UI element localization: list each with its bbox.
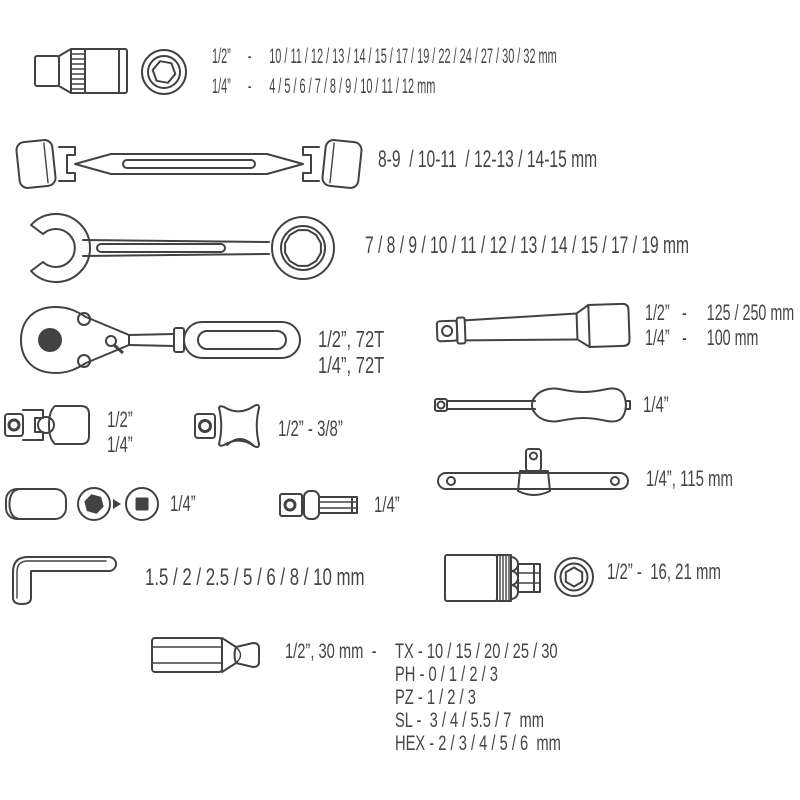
universal-joint-quarter-label: 1/4” bbox=[107, 432, 133, 457]
sliding-tbar-size-label: 1/4”, 115 mm bbox=[646, 466, 734, 491]
square-drive-icon bbox=[124, 486, 160, 522]
combination-wrench-icon bbox=[15, 211, 360, 285]
socket-sleeve-icon bbox=[4, 487, 68, 521]
hex-drive-icon bbox=[76, 486, 112, 522]
flex-wrench-sizes-label: 8-9 / 10-11 / 12-13 / 14-15 mm bbox=[378, 146, 598, 173]
ratchet-spec-half-label: 1/2”, 72T bbox=[318, 326, 385, 352]
ratchet-spec-quarter-label: 1/4”, 72T bbox=[318, 352, 385, 378]
extension-sizes-half-label: 1/2” - 125 / 250 mm bbox=[645, 300, 795, 325]
bits-ph-label: PH - 0 / 1 / 2 / 3 bbox=[395, 663, 498, 686]
bits-pz-label: PZ - 1 / 2 / 3 bbox=[395, 686, 476, 709]
spinner-handle-size-label: 1/4” bbox=[643, 392, 669, 417]
sleeve-size-label: 1/4” bbox=[170, 491, 196, 516]
bits-sl-label: SL - 3 / 4 / 5.5 / 7 mm bbox=[395, 709, 544, 732]
extension-bar-icon bbox=[434, 296, 632, 359]
bit-adapter-size-label: 1/4” bbox=[374, 492, 400, 517]
hex-keys-sizes-label: 1.5 / 2 / 2.5 / 5 / 6 / 8 / 10 mm bbox=[145, 564, 365, 591]
hex-key-icon bbox=[8, 552, 120, 606]
arrow-right-icon bbox=[113, 499, 121, 509]
spark-plug-socket-icon bbox=[443, 551, 543, 605]
bits-size-label: 1/2”, 30 mm - bbox=[285, 640, 377, 663]
extension-sizes-quarter-label: 1/4” - 100 mm bbox=[645, 325, 759, 350]
reducer-adapter-icon bbox=[193, 401, 265, 451]
sliding-tbar-icon bbox=[436, 445, 630, 497]
bits-hex-label: HEX - 2 / 3 / 4 / 5 / 6 mm bbox=[395, 732, 561, 755]
flex-socket-wrench-icon bbox=[15, 133, 363, 195]
combination-wrench-sizes-label: 7 / 8 / 9 / 10 / 11 / 12 / 13 / 14 / 15 / 17 / 19 mm bbox=[365, 232, 690, 259]
bit-adapter-icon bbox=[278, 489, 362, 521]
screwdriver-bit-icon bbox=[150, 633, 262, 677]
ratchet-icon bbox=[10, 302, 304, 378]
universal-joint-icon bbox=[3, 399, 91, 451]
spinner-handle-icon bbox=[433, 380, 633, 430]
bits-tx-label: TX - 10 / 15 / 20 / 25 / 30 bbox=[395, 640, 558, 663]
spark-plug-sizes-label: 1/2” - 16, 21 mm bbox=[607, 559, 721, 584]
socket-sizes-half-label: 1/2” - 10 / 11 / 12 / 13 / 14 / 15 / 17 / 19 / 22 / 24 / 27 / 30 / 32 mm bbox=[212, 45, 557, 68]
reducer-adapter-size-label: 1/2” - 3/8” bbox=[278, 416, 343, 441]
socket-front-icon bbox=[140, 48, 188, 96]
socket-side-icon bbox=[33, 46, 129, 96]
universal-joint-half-label: 1/2” bbox=[107, 407, 133, 432]
spark-plug-socket-front-icon bbox=[553, 556, 595, 598]
socket-sizes-quarter-label: 1/4” - 4 / 5 / 6 / 7 / 8 / 9 / 10 / 11 / 12 mm bbox=[212, 75, 436, 98]
